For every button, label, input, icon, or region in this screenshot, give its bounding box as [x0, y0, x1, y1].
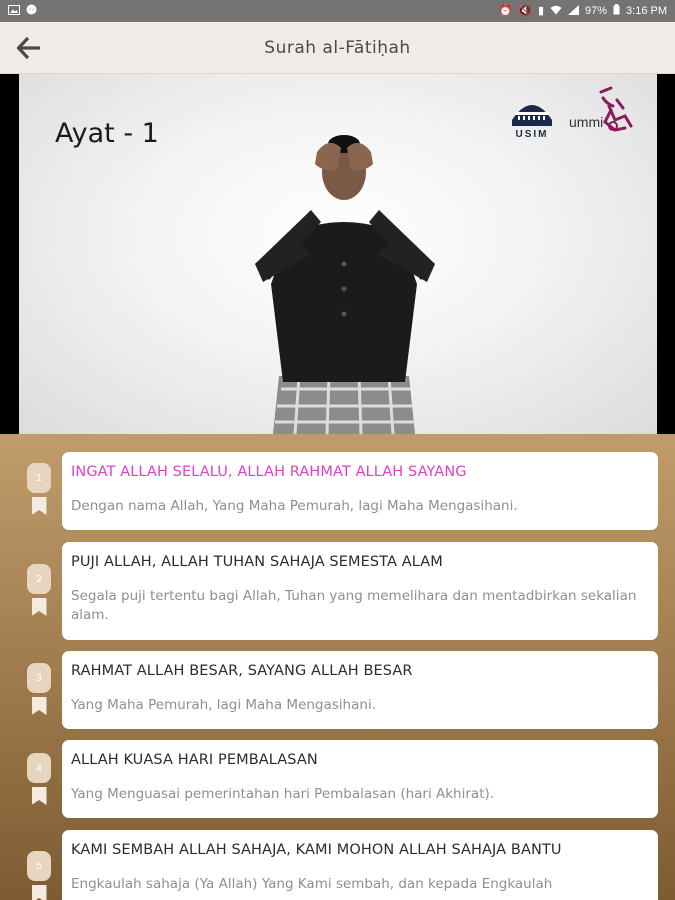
- verse-number-column: [27, 564, 51, 616]
- bookmark-icon[interactable]: [32, 885, 47, 900]
- sign-language-video[interactable]: [0, 74, 675, 434]
- usim-logo-text: USIM: [515, 129, 549, 140]
- verse-translation: Engkaulah sahaja (Ya Allah) Yang Kami sembah, dan kepada Engkaulah: [71, 876, 553, 892]
- video-frame[interactable]: [19, 74, 657, 434]
- status-right-icons: [499, 4, 667, 18]
- signal-icon: ▮: [537, 4, 544, 17]
- verse-number-column: [27, 753, 51, 805]
- bookmark-icon[interactable]: [32, 598, 47, 616]
- signer-figure: [219, 114, 469, 434]
- bookmark-icon[interactable]: [32, 697, 47, 715]
- page-title: Surah al-Fātiḥah: [264, 37, 411, 58]
- app-bar: [0, 22, 675, 74]
- verse-translation: Segala puji tertentu bagi Allah, Tuhan yang memelihara dan mentadbirkan sekalian alam.: [71, 588, 637, 623]
- messenger-icon: [26, 4, 37, 18]
- verse-title: RAHMAT ALLAH BESAR, SAYANG ALLAH BESAR: [71, 663, 413, 679]
- mute-icon: 🔇: [518, 4, 532, 17]
- ayat-label: Ayat - 1: [55, 118, 159, 149]
- verse-title: PUJI ALLAH, ALLAH TUHAN SAHAJA SEMESTA ALAM: [71, 554, 443, 570]
- verse-number-badge: 2: [27, 564, 51, 594]
- ummi-logo-text: ummi: [569, 114, 604, 130]
- verse-number-column: [27, 663, 51, 715]
- clock: 3:16 PM: [626, 5, 667, 17]
- verse-translation: Yang Menguasai pemerintahan hari Pembalasan (hari Akhirat).: [71, 786, 495, 802]
- verse-title: INGAT ALLAH SELALU, ALLAH RAHMAT ALLAH SAYANG: [71, 464, 467, 480]
- back-button[interactable]: [14, 34, 44, 62]
- status-bar: [0, 0, 675, 22]
- verse-translation: Dengan nama Allah, Yang Maha Pemurah, lagi Maha Mengasihani.: [71, 498, 518, 514]
- verse-card[interactable]: [62, 740, 658, 818]
- bookmark-icon[interactable]: [32, 787, 47, 805]
- battery-icon: [613, 4, 620, 18]
- verse-title: ALLAH KUASA HARI PEMBALASAN: [71, 752, 318, 768]
- verse-list[interactable]: [0, 434, 675, 900]
- verse-number-badge: 3: [27, 663, 51, 693]
- verse-number-badge: 4: [27, 753, 51, 783]
- bookmark-icon[interactable]: [32, 497, 47, 515]
- cell-signal-icon: [568, 5, 579, 18]
- verse-number-badge: 5: [27, 851, 51, 881]
- verse-card[interactable]: [62, 452, 658, 530]
- arrow-left-icon: [17, 37, 41, 59]
- verse-card[interactable]: [62, 542, 658, 640]
- wifi-icon: [550, 5, 562, 18]
- alarm-icon: ⏰: [498, 4, 513, 17]
- verse-number-column: [27, 851, 51, 900]
- status-left-icons: [8, 4, 37, 18]
- verse-card[interactable]: [62, 651, 658, 729]
- verse-title: KAMI SEMBAH ALLAH SAHAJA, KAMI MOHON ALLAH SAHAJA BANTU: [71, 842, 562, 858]
- battery-percent: 97%: [585, 5, 608, 17]
- image-icon: [8, 5, 20, 18]
- verse-number-column: [27, 463, 51, 515]
- verse-number-badge: 1: [27, 463, 51, 493]
- verse-translation: Yang Maha Pemurah, lagi Maha Mengasihani.: [71, 697, 376, 713]
- verse-card[interactable]: [62, 830, 658, 900]
